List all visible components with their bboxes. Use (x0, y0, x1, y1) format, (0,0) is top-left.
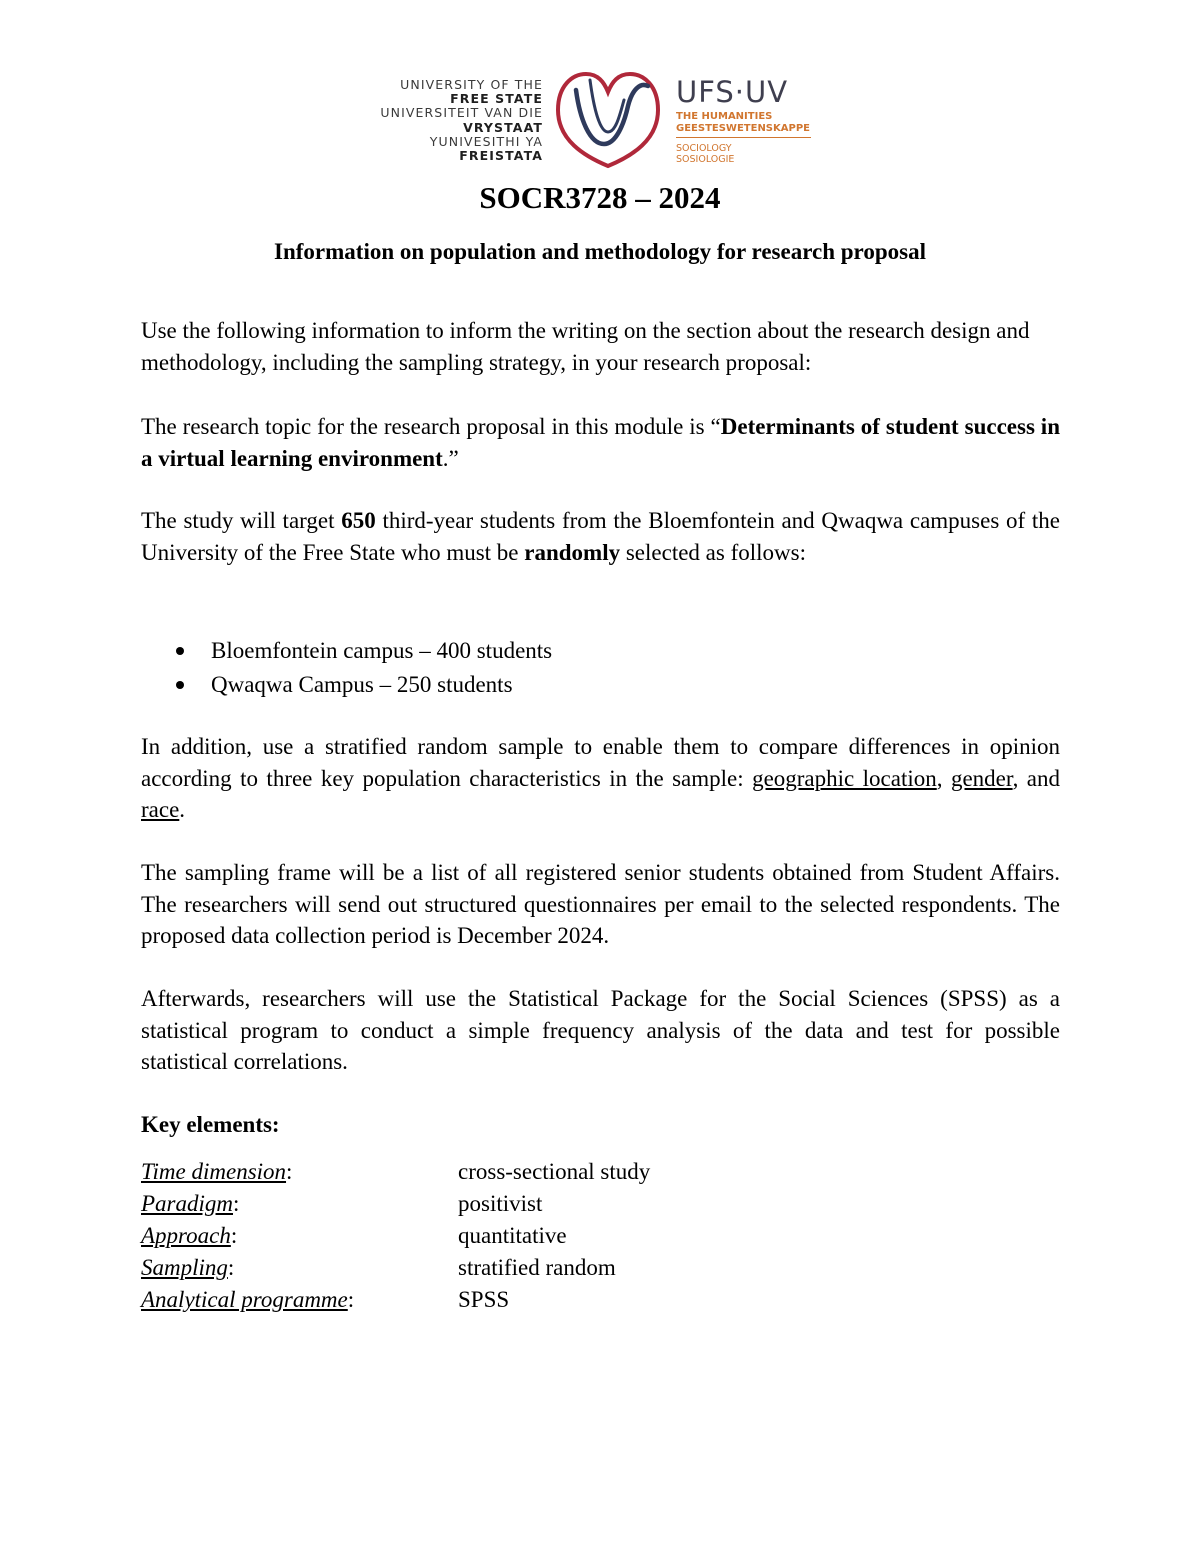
document-subtitle: Information on population and methodology for research proposal (274, 239, 926, 264)
topic-suffix: .” (442, 445, 459, 471)
stratified-paragraph (141, 731, 1060, 826)
key-label-text: Time dimension (141, 1159, 287, 1184)
bullet-icon (176, 681, 184, 689)
key-element-value: quantitative (458, 1223, 567, 1248)
campus-label: Qwaqwa Campus – 250 students (211, 672, 513, 697)
university-line: VRYSTAAT (463, 119, 543, 135)
list-item (170, 668, 552, 702)
sampling-frame-paragraph: The sampling frame will be a list of all registered senior students obtained from Student Affairs. The researchers will send out structured questionnaires per email to the selected respondents. The proposed data collection period is December 2024. (141, 860, 1060, 948)
separator: . (179, 797, 186, 822)
ufs-emblem-icon (554, 70, 662, 170)
key-element-label: Sampling: (141, 1255, 235, 1280)
target-number: 650 (341, 508, 376, 533)
university-line: UNIVERSITEIT VAN DIE (380, 105, 543, 121)
logo-divider (676, 137, 811, 138)
key-element-label: Approach: (141, 1223, 238, 1248)
university-line: YUNIVESITHI YA (429, 133, 543, 149)
campus-list (170, 634, 552, 702)
faculty-line: GEESTESWETENSKAPPE (676, 122, 810, 134)
faculty-block (676, 76, 828, 165)
key-label-text: Approach (141, 1223, 231, 1248)
target-paragraph (141, 505, 1060, 568)
key-elements-heading: Key elements: (141, 1112, 280, 1137)
key-label-text: Analytical programme (141, 1287, 348, 1312)
campus-label: Bloemfontein campus – 400 students (211, 638, 553, 663)
characteristic-race: race (141, 797, 180, 822)
key-element-label: Time dimension: (141, 1159, 293, 1184)
bullet-icon (176, 647, 184, 655)
target-text: The study will target (141, 508, 342, 533)
brand-text: UFS·UV (676, 75, 789, 109)
key-element-value: positivist (458, 1191, 543, 1216)
target-emphasis: randomly (524, 539, 621, 565)
department-name (676, 143, 828, 165)
key-element-value: stratified random (458, 1255, 616, 1280)
list-item (170, 634, 552, 668)
department-line: SOCIOLOGY (676, 143, 732, 154)
key-label-text: Sampling (141, 1255, 228, 1280)
key-element-label: Paradigm: (141, 1191, 240, 1216)
target-text: third-year students from the Bloemfontein and Qwaqwa campuses of the University of the Free State who must be (141, 508, 1060, 565)
target-text: selected as follows: (620, 539, 806, 565)
university-line: UNIVERSITY OF THE (400, 77, 543, 92)
key-element-value: cross-sectional study (458, 1159, 651, 1184)
topic-paragraph (141, 411, 1060, 474)
key-label-text: Paradigm (141, 1191, 233, 1216)
university-line: FREE STATE (450, 91, 543, 107)
department-line: SOSIOLOGIE (676, 154, 735, 165)
characteristic-location: geographic location (752, 765, 937, 791)
university-name-block (358, 78, 543, 163)
ufs-logo (358, 70, 828, 180)
key-element-value: SPSS (458, 1287, 510, 1312)
document-title: SOCR3728 – 2024 (479, 180, 721, 215)
intro-paragraph: Use the following information to inform the writing on the section about the research design and methodology, including the sampling strategy, in your research proposal: (141, 318, 1030, 375)
topic-title: Determinants of student success in a virtual learning environment (141, 414, 1060, 471)
separator: , and (1012, 765, 1060, 791)
analysis-paragraph: Afterwards, researchers will use the Statistical Package for the Social Sciences (SPSS) as a statistical program to conduct a simple frequency analysis of the data and test for possible statistical correlations. (141, 986, 1060, 1074)
characteristic-gender: gender (950, 765, 1013, 791)
university-line: FREISTATA (459, 148, 543, 164)
topic-prefix: The research topic for the research proposal in this module is “ (141, 414, 721, 439)
separator: , (936, 765, 951, 791)
stratified-text: In addition, use a stratified random sample to enable them to compare differences in opinion according to three key population characteristics in the sample: (141, 734, 1060, 791)
key-element-label: Analytical programme: (141, 1287, 355, 1312)
faculty-name (676, 111, 828, 134)
faculty-line: THE HUMANITIES (676, 111, 773, 122)
